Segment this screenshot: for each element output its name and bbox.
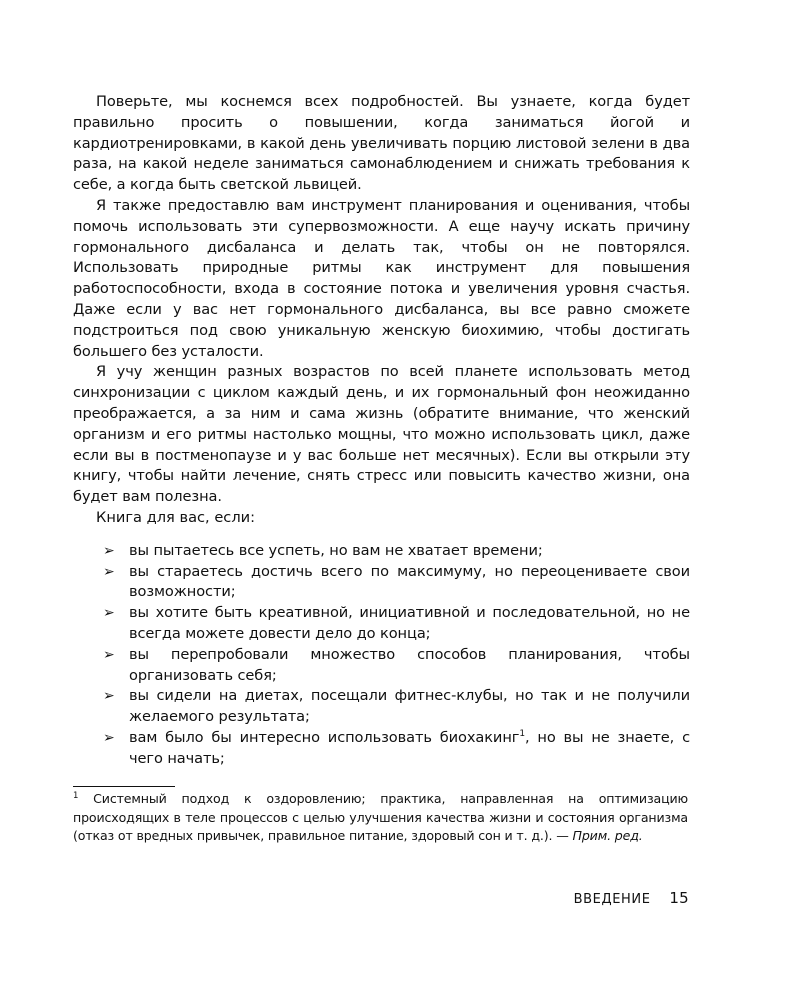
list-item-text: вы перепробовали множество способов планирования, чтобы организовать себя;	[129, 645, 690, 684]
arrow-bullet-icon: ➢	[103, 563, 115, 580]
running-footer	[574, 888, 689, 910]
list-item-text-end: , но вы не знаете, с чего начать;	[129, 728, 690, 767]
list-item	[73, 541, 690, 562]
list-item-text: вы пытаетесь все успеть, но вам не хватает времени;	[129, 541, 543, 559]
arrow-bullet-icon: ➢	[103, 729, 115, 746]
list-item	[73, 645, 690, 687]
section-title: ВВЕДЕНИЕ	[573, 892, 651, 907]
footnote-divider	[73, 786, 175, 787]
page-body	[73, 92, 690, 770]
list-item	[73, 562, 690, 604]
bullet-list	[73, 541, 690, 770]
footnote	[73, 790, 688, 846]
list-item	[73, 686, 690, 728]
paragraph-3: Я учу женщин разных возрастов по всей планете использовать метод синхронизации с циклом каждый день, и их гормональный фон неожиданно преображается, а за ним и сама жизнь (обратите внимание, что женский организм и его ритмы настолько мощны, что можно использовать цикл, даже если вы в постменопаузе и у вас больше нет месячных). Если вы открыли эту книгу, чтобы найти лечение, снять стресс или повысить качество жизни, она будет вам полезна.	[73, 363, 690, 506]
paragraph-2: Я также предоставлю вам инструмент планирования и оценивания, чтобы помочь использовать эти супервозможности. А еще научу искать причину гормонального дисбаланса и делать так, чтобы он не повторялся. Использовать природные ритмы как инструмент для повышения работоспособности, входа в состояние потока и увеличения уровня счастья. Даже если у вас нет гормонального дисбаланса, вы все равно сможете подстроиться под свою уникальную женскую биохимию, чтобы достигать большего без усталости.	[73, 196, 690, 360]
footnote-text: Системный подход к оздоровлению; практика, направленная на оптимизацию происходящих в теле процессов с целью улучшения качества жизни и состояния организма (отказ от вредных привычек, правильное питание, здоровый сон и т. д.). —	[73, 791, 688, 843]
list-item	[73, 728, 690, 770]
footnote-number: 1	[73, 790, 79, 801]
editor-note: Прим. ред.	[572, 828, 643, 843]
paragraph-1: Поверьте, мы коснемся всех подробностей. Вы узнаете, когда будет правильно просить о повышении, когда заниматься йогой и кардиотренировками, в какой день увеличивать порцию листовой зелени в два раза, на какой неделе заниматься самонаблюдением и снижать требования к себе, а когда быть светской львицей.	[73, 93, 690, 194]
list-item-text: вы хотите быть креативной, инициативной и последовательной, но не всегда можете довести дело до конца;	[129, 604, 690, 642]
arrow-bullet-icon: ➢	[103, 605, 115, 622]
arrow-bullet-icon: ➢	[103, 542, 115, 559]
footnote-reference[interactable]: 1	[519, 729, 525, 740]
list-item	[73, 603, 690, 645]
arrow-bullet-icon: ➢	[103, 688, 115, 705]
list-item-text: вы сидели на диетах, посещали фитнес-клубы, но так и не получили желаемого результата;	[129, 687, 690, 726]
list-item-text: вы стараетесь достичь всего по максимуму, но переоцениваете свои возможности;	[129, 562, 690, 601]
page-number: 15	[669, 889, 689, 907]
list-intro: Книга для вас, если:	[96, 508, 256, 526]
list-item-text	[129, 729, 690, 767]
list-item-text-start: вам было бы интересно использовать биохакинг	[129, 728, 520, 746]
arrow-bullet-icon: ➢	[103, 646, 115, 663]
